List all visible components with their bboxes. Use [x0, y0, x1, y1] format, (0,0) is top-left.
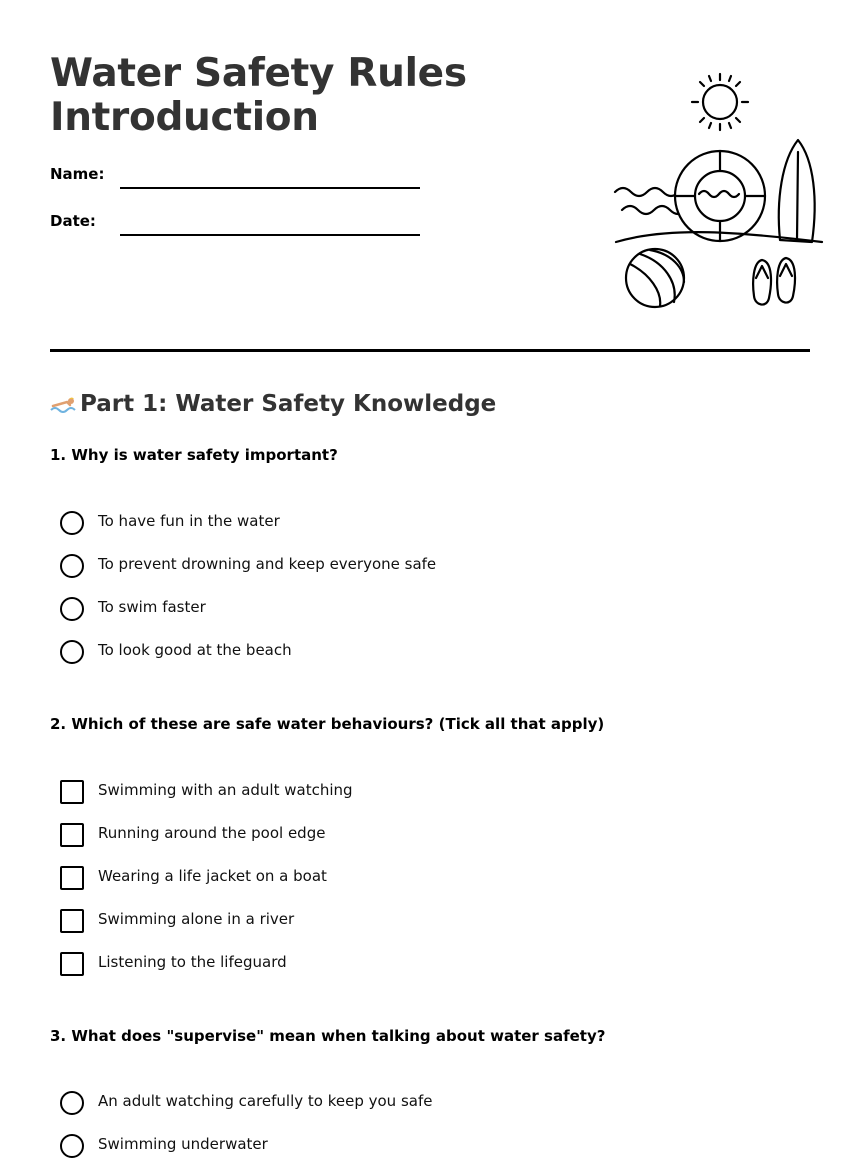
question-1: 1. Why is water safety important? [50, 446, 338, 464]
question-3: 3. What does "supervise" mean when talking about water safety? [50, 1027, 606, 1045]
date-label: Date: [50, 212, 96, 230]
checkbox[interactable] [60, 909, 84, 933]
swimmer-icon [50, 391, 80, 423]
option-label: An adult watching carefully to keep you safe [98, 1092, 433, 1110]
section-title-text: Part 1: Water Safety Knowledge [80, 391, 497, 417]
header-divider [50, 349, 810, 352]
worksheet-page [50, 0, 810, 1161]
option-label: To swim faster [98, 598, 206, 616]
beach-illustration [560, 60, 830, 324]
beach-ball-icon [626, 249, 684, 307]
section-title [50, 388, 496, 423]
checkbox[interactable] [60, 866, 84, 890]
option-label: Listening to the lifeguard [98, 953, 287, 971]
option-label: Swimming underwater [98, 1135, 268, 1153]
title-line-2: Introduction [50, 95, 319, 140]
option-label: Swimming alone in a river [98, 910, 295, 928]
option-label: To look good at the beach [98, 641, 292, 659]
surfboard-icon [779, 140, 815, 242]
life-ring-icon [675, 151, 765, 241]
name-label: Name: [50, 165, 105, 183]
option-label: Running around the pool edge [98, 824, 326, 842]
date-line[interactable] [120, 212, 420, 236]
page-title [50, 52, 467, 140]
radio-button[interactable] [60, 597, 84, 621]
option-label: Swimming with an adult watching [98, 781, 353, 799]
radio-button[interactable] [60, 640, 84, 664]
flip-flops-icon [753, 258, 795, 305]
checkbox[interactable] [60, 952, 84, 976]
checkbox[interactable] [60, 780, 84, 804]
radio-button[interactable] [60, 511, 84, 535]
option-label: To prevent drowning and keep everyone safe [98, 555, 437, 573]
option-label: Wearing a life jacket on a boat [98, 867, 327, 885]
radio-button[interactable] [60, 1091, 84, 1115]
radio-button[interactable] [60, 1134, 84, 1158]
sun-icon [692, 74, 748, 130]
radio-button[interactable] [60, 554, 84, 578]
question-2: 2. Which of these are safe water behaviours? (Tick all that apply) [50, 715, 605, 733]
option-label: To have fun in the water [98, 512, 280, 530]
title-line-1: Water Safety Rules [50, 51, 467, 96]
checkbox[interactable] [60, 823, 84, 847]
name-line[interactable] [120, 165, 420, 189]
